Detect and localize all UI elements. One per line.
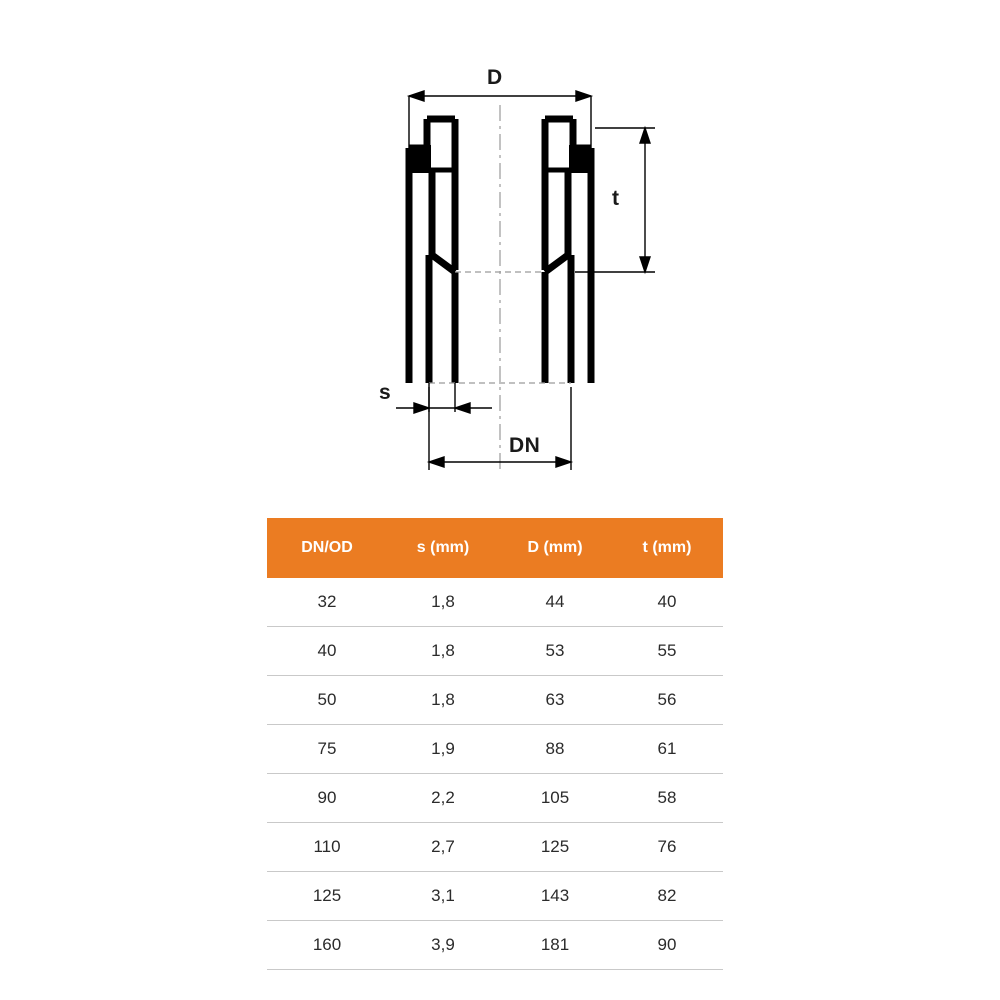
table-row — [267, 774, 723, 823]
cell-s: 3,1 — [387, 872, 499, 921]
dimension-label-s: s — [379, 381, 392, 404]
cell-s: 1,8 — [387, 627, 499, 676]
cell-t: 58 — [611, 774, 723, 823]
dimension-label-DN: DN — [509, 434, 541, 457]
cell-s: 1,9 — [387, 725, 499, 774]
dimension-s — [396, 383, 492, 413]
column-header-s: s (mm) — [387, 518, 499, 578]
cell-dn-od: 110 — [267, 823, 387, 872]
table-row — [267, 676, 723, 725]
cell-d: 88 — [499, 725, 611, 774]
cell-d: 105 — [499, 774, 611, 823]
dimension-table-container — [267, 518, 723, 970]
cell-dn-od: 40 — [267, 627, 387, 676]
cell-dn-od: 32 — [267, 578, 387, 627]
table-row — [267, 627, 723, 676]
cell-dn-od: 50 — [267, 676, 387, 725]
cell-d: 125 — [499, 823, 611, 872]
dimension-table — [267, 518, 723, 970]
cell-t: 61 — [611, 725, 723, 774]
column-header-d: D (mm) — [499, 518, 611, 578]
cell-t: 56 — [611, 676, 723, 725]
column-header-t: t (mm) — [611, 518, 723, 578]
cell-s: 1,8 — [387, 676, 499, 725]
cell-d: 181 — [499, 921, 611, 970]
cell-t: 82 — [611, 872, 723, 921]
cell-d: 63 — [499, 676, 611, 725]
cell-dn-od: 125 — [267, 872, 387, 921]
cell-d: 44 — [499, 578, 611, 627]
cell-t: 90 — [611, 921, 723, 970]
table-row — [267, 921, 723, 970]
cell-t: 40 — [611, 578, 723, 627]
column-header-dn-od: DN/OD — [267, 518, 387, 578]
table-header-row — [267, 518, 723, 578]
cell-s: 3,9 — [387, 921, 499, 970]
table-row — [267, 872, 723, 921]
cell-dn-od: 75 — [267, 725, 387, 774]
cell-d: 143 — [499, 872, 611, 921]
table-row — [267, 823, 723, 872]
table-row — [267, 725, 723, 774]
cell-dn-od: 90 — [267, 774, 387, 823]
dimension-label-D: D — [487, 66, 503, 89]
cell-s: 2,2 — [387, 774, 499, 823]
cell-t: 55 — [611, 627, 723, 676]
cell-s: 1,8 — [387, 578, 499, 627]
cell-t: 76 — [611, 823, 723, 872]
dimension-label-t: t — [612, 187, 620, 210]
table-row — [267, 578, 723, 627]
cell-dn-od: 160 — [267, 921, 387, 970]
cell-s: 2,7 — [387, 823, 499, 872]
cell-d: 53 — [499, 627, 611, 676]
